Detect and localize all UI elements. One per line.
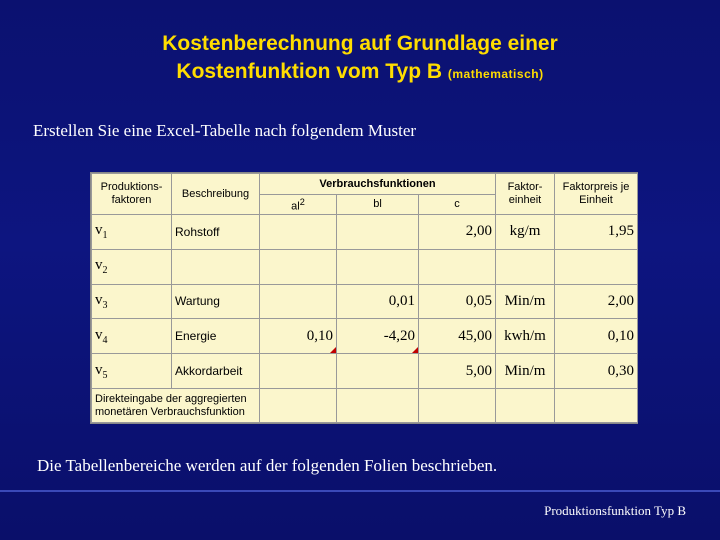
b-cell [337, 354, 419, 389]
empty-cell [555, 389, 638, 423]
c-cell: 0,05 [419, 284, 496, 319]
factor-cell [92, 249, 172, 284]
factor-symbol: v [95, 291, 103, 308]
a-cell [260, 319, 337, 354]
b-value: -4,20 [383, 327, 415, 344]
empty-cell [337, 389, 419, 423]
desc-cell: Wartung [172, 284, 260, 319]
factor-cell [92, 319, 172, 354]
c-cell: 5,00 [419, 354, 496, 389]
title-suffix: (mathematisch) [447, 67, 544, 81]
header-c: c [419, 195, 496, 215]
empty-cell [496, 389, 555, 423]
intro-text: Erstellen Sie eine Excel-Tabelle nach folgendem Muster [33, 121, 417, 140]
factor-index: 5 [102, 369, 108, 381]
excel-table-image [90, 172, 638, 424]
desc-cell: Rohstoff [172, 215, 260, 250]
title-line-2 [0, 58, 720, 88]
factor-index: 2 [102, 265, 108, 277]
price-cell: 0,10 [555, 319, 638, 354]
a-cell [260, 249, 337, 284]
a-cell [260, 354, 337, 389]
empty-cell [419, 389, 496, 423]
price-cell [555, 249, 638, 284]
a-cell [260, 215, 337, 250]
header-b: bl [337, 195, 419, 215]
c-cell: 45,00 [419, 319, 496, 354]
table-row [92, 249, 638, 284]
factor-index: 3 [102, 299, 108, 311]
title-line-2-text: Kostenfunktion vom Typ B [176, 60, 443, 83]
a-value: 0,10 [306, 327, 333, 344]
b-cell: 0,01 [337, 284, 419, 319]
table-row [92, 215, 638, 250]
c-cell [419, 249, 496, 284]
header-a-sup: 2 [299, 196, 305, 207]
header-produktionsfaktoren: Produktions-faktoren [92, 174, 172, 215]
b-cell [337, 319, 419, 354]
price-cell: 0,30 [555, 354, 638, 389]
desc-cell: Energie [172, 319, 260, 354]
unit-cell [496, 249, 555, 284]
price-cell: 1,95 [555, 215, 638, 250]
factor-cell [92, 215, 172, 250]
unit-cell: Min/m [496, 354, 555, 389]
header-faktoreinheit: Faktor-einheit [496, 174, 555, 215]
empty-cell [260, 389, 337, 423]
unit-cell: Min/m [496, 284, 555, 319]
header-verbrauchsfunktionen: Verbrauchsfunktionen [260, 174, 496, 195]
footer-divider [0, 490, 720, 492]
footer-text: Produktionsfunktion Typ B [544, 503, 686, 518]
desc-cell [172, 249, 260, 284]
bottom-text: Die Tabellenbereiche werden auf der folgenden Folien beschrieben. [37, 456, 498, 475]
slide-title [0, 30, 720, 88]
direkteingabe-label: Direkteingabe der aggregierten monetären Verbrauchsfunktion [92, 389, 260, 423]
c-cell: 2,00 [419, 215, 496, 250]
factor-symbol: v [95, 361, 103, 378]
factor-index: 4 [102, 334, 108, 346]
b-cell [337, 215, 419, 250]
table-row [92, 354, 638, 389]
header-faktorpreis: Faktorpreis je Einheit [555, 174, 638, 215]
cost-table [91, 173, 638, 423]
price-cell: 2,00 [555, 284, 638, 319]
comment-marker-icon [412, 347, 418, 353]
direkteingabe-row [92, 389, 638, 423]
header-beschreibung: Beschreibung [172, 174, 260, 215]
table-row [92, 284, 638, 319]
header-row [92, 174, 638, 195]
factor-cell [92, 354, 172, 389]
title-line-1: Kostenberechnung auf Grundlage einer [162, 32, 558, 55]
table-row [92, 319, 638, 354]
header-a-text: al [291, 200, 300, 213]
a-cell [260, 284, 337, 319]
unit-cell: kwh/m [496, 319, 555, 354]
header-a [260, 195, 337, 215]
desc-cell: Akkordarbeit [172, 354, 260, 389]
unit-cell: kg/m [496, 215, 555, 250]
factor-cell [92, 284, 172, 319]
factor-index: 1 [102, 230, 108, 242]
factor-symbol: v [95, 326, 103, 343]
comment-marker-icon [330, 347, 336, 353]
factor-symbol: v [95, 257, 103, 274]
b-cell [337, 249, 419, 284]
factor-symbol: v [95, 222, 103, 239]
